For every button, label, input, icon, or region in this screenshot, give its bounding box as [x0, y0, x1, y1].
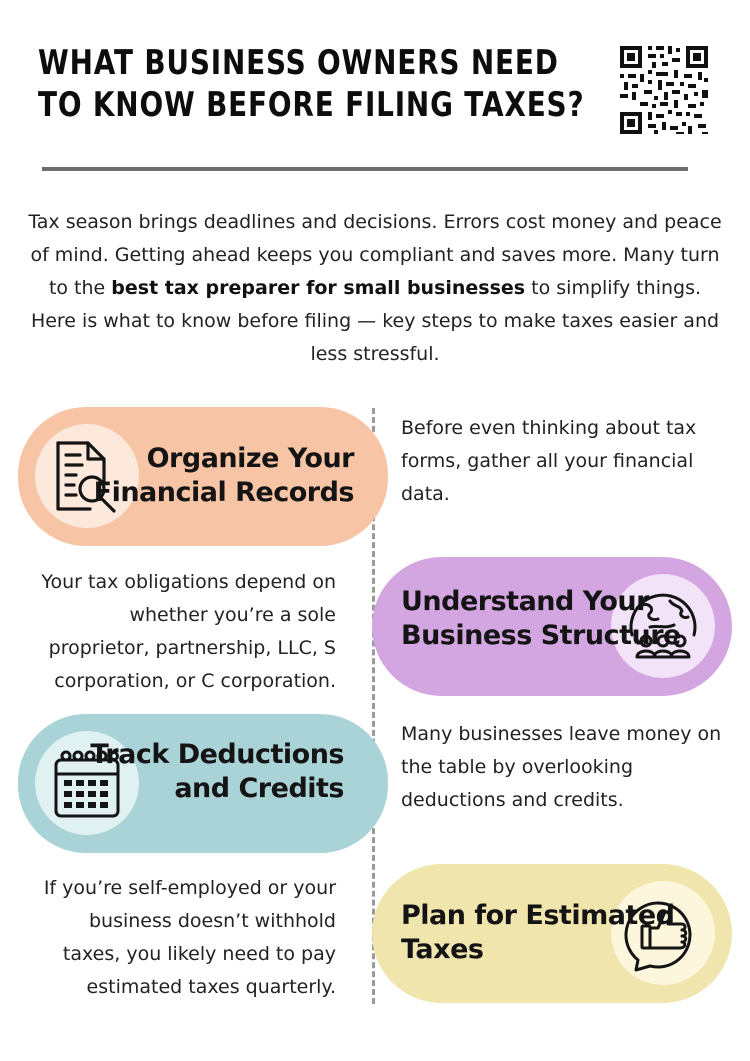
title-line-1: WHAT BUSINESS OWNERS NEED — [38, 43, 559, 83]
step-1-banner — [18, 407, 388, 546]
step-3-heading: Track Deductions and Credits — [90, 739, 344, 804]
step-4-banner — [372, 864, 732, 1003]
qr-code-icon[interactable] — [618, 44, 710, 136]
step-1-description: Before even thinking about tax forms, gather all your financial data. — [401, 417, 697, 505]
divider — [42, 167, 688, 171]
step-2-banner — [372, 557, 732, 696]
intro-link-text: best tax preparer for small businesses — [111, 277, 526, 299]
intro-text-before: Tax season brings deadlines and decisions. Errors cost money and peace of mind. Getting ahead keeps you compliant and saves more. Many turn to the — [28, 211, 722, 299]
intro-text-after: to simplify things. Here is what to know before filing — key steps to make taxes easier and less stressful. — [30, 277, 720, 365]
intro-paragraph — [28, 206, 722, 371]
step-4-heading: Plan for Estimated Taxes — [401, 900, 675, 965]
page-title — [38, 42, 584, 126]
step-3-description: Many businesses leave money on the table by overlooking deductions and credits. — [401, 723, 722, 811]
step-2-heading: Understand Your Business Structure — [401, 586, 681, 651]
step-1-heading: Organize Your Financial Records — [93, 443, 354, 508]
step-4-description: If you’re self-employed or your business doesn’t withhold taxes, you likely need to pay estimated taxes quarterly. — [43, 877, 336, 998]
title-line-2: TO KNOW BEFORE FILING TAXES? — [38, 85, 585, 125]
step-2-description: Your tax obligations depend on whether you’re a sole proprietor, partnership, LLC, S corporation, or C corporation. — [41, 571, 336, 692]
step-3-banner — [18, 714, 388, 853]
